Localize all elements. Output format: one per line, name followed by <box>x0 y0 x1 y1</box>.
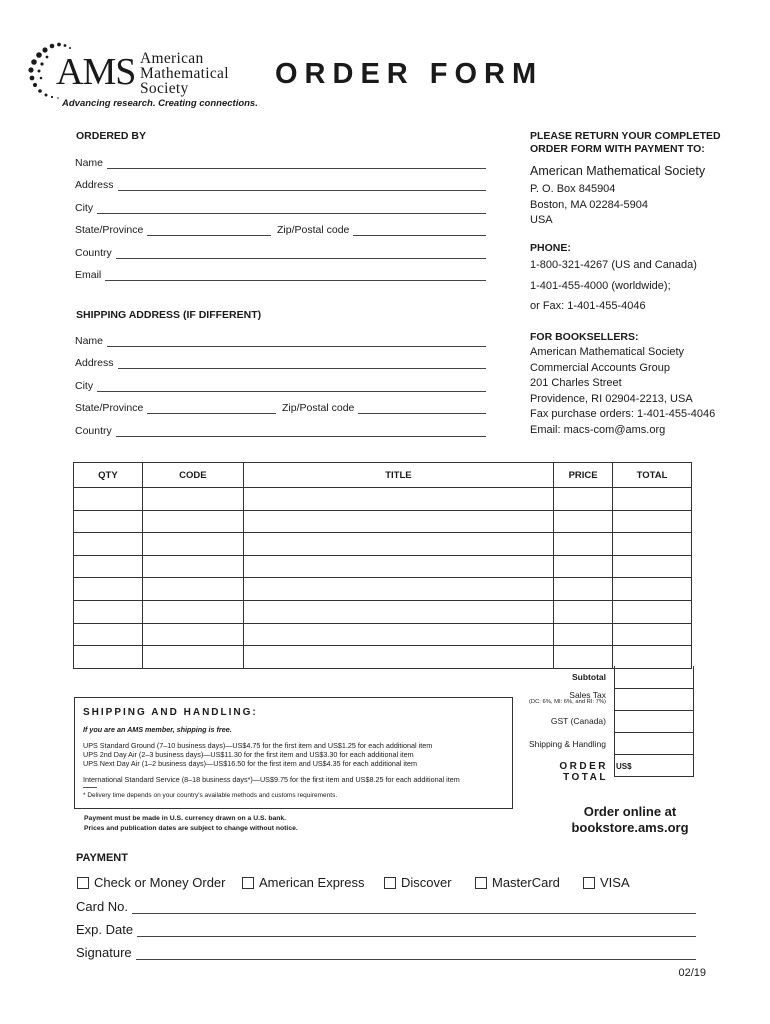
payment-option-label: Discover <box>401 875 452 890</box>
code-cell[interactable] <box>142 623 243 646</box>
qty-cell[interactable] <box>74 533 143 556</box>
qty-cell[interactable] <box>74 510 143 533</box>
prices-note: Prices and publication dates are subject to change without notice. <box>84 825 298 832</box>
table-row <box>74 533 692 556</box>
qty-cell[interactable] <box>74 646 143 669</box>
field-label: Country <box>75 425 112 437</box>
code-cell[interactable] <box>142 578 243 601</box>
return-org: American Mathematical Society <box>530 164 706 178</box>
table-row <box>74 555 692 578</box>
ups-2day-rate: UPS 2nd Day Air (2–3 business days)—US$11.30 for the first item and US$3.30 for each additional item <box>83 750 414 759</box>
price-cell[interactable] <box>554 646 613 669</box>
total-cell[interactable] <box>613 600 692 623</box>
total-cell[interactable] <box>613 623 692 646</box>
payment-option-label: Check or Money Order <box>94 875 226 890</box>
society-name-line: Society <box>140 80 189 97</box>
return-address <box>530 182 648 229</box>
title-cell[interactable] <box>243 600 553 623</box>
column-header-total: TOTAL <box>613 463 692 488</box>
field-label: Signature <box>76 945 132 960</box>
price-cell[interactable] <box>554 488 613 511</box>
field-label: Card No. <box>76 899 129 914</box>
checkbox-icon[interactable] <box>475 877 487 889</box>
bookstore-link[interactable]: bookstore.ams.org <box>571 820 689 835</box>
shipping-address-field[interactable] <box>75 355 486 369</box>
payment-option-check[interactable] <box>77 875 226 890</box>
table-row <box>74 623 692 646</box>
shipping-handling-title: SHIPPING AND HANDLING: <box>83 707 258 718</box>
field-label: State/Province <box>75 402 144 414</box>
page-title: ORDER FORM <box>275 58 544 90</box>
field-label: Exp. Date <box>76 922 134 937</box>
price-cell[interactable] <box>554 510 613 533</box>
society-name-line: Mathematical <box>140 65 229 82</box>
international-rate: International Standard Service (8–18 business days*)—US$9.75 for the first item and US$8.25 for each additional item <box>83 775 460 784</box>
title-cell[interactable] <box>243 533 553 556</box>
field-label: Address <box>75 179 114 191</box>
field-label: Address <box>75 357 114 369</box>
payment-option-amex[interactable] <box>242 875 364 890</box>
phone-2: 1-401-455-4000 (worldwide); <box>530 280 671 292</box>
table-header-row <box>74 463 692 488</box>
bookseller-line: American Mathematical Society <box>530 346 685 358</box>
address-line: Boston, MA 02284-5904 <box>530 198 649 211</box>
order-items-table <box>73 462 692 669</box>
shipping-handling-box <box>74 697 513 809</box>
ups-ground-rate: UPS Standard Ground (7–10 business days)—US$4.75 for the first item and US$1.25 for each additional item <box>83 741 433 750</box>
ups-next-day-rate: UPS Next Day Air (1–2 business days)—US$16.50 for the first item and US$4.35 for each additional item <box>83 759 417 768</box>
ordered-by-heading: ORDERED BY <box>76 130 147 142</box>
title-cell[interactable] <box>243 488 553 511</box>
table-row <box>74 578 692 601</box>
column-header-code: CODE <box>142 463 243 488</box>
shipping-state-field[interactable] <box>75 400 276 414</box>
checkbox-icon[interactable] <box>242 877 254 889</box>
return-heading-line: PLEASE RETURN YOUR COMPLETED <box>530 130 721 142</box>
total-cell[interactable] <box>613 533 692 556</box>
total-cell[interactable] <box>613 510 692 533</box>
phone-1: 1-800-321-4267 (US and Canada) <box>530 259 697 271</box>
field-label: Email <box>75 269 102 281</box>
ordered-email-field[interactable] <box>75 267 486 281</box>
code-cell[interactable] <box>142 600 243 623</box>
table-row <box>74 646 692 669</box>
field-label: Name <box>75 335 104 347</box>
payment-option-label: MasterCard <box>492 875 560 890</box>
order-total-label: ORDER TOTAL <box>559 761 608 783</box>
field-label: Name <box>75 157 104 169</box>
column-header-qty: QTY <box>74 463 143 488</box>
payment-heading: PAYMENT <box>76 852 128 864</box>
price-cell[interactable] <box>554 623 613 646</box>
table-row <box>74 600 692 623</box>
subtotal-label: Subtotal <box>572 672 606 682</box>
card-number-field[interactable] <box>76 898 696 914</box>
sales-tax-label: Sales Tax <box>569 690 606 700</box>
table-row <box>74 510 692 533</box>
delivery-note: * Delivery time depends on your country's available methods and customs requirements. <box>83 792 338 799</box>
expiration-date-field[interactable] <box>76 921 696 937</box>
tagline: Advancing research. Creating connections. <box>62 98 258 109</box>
ordered-country-field[interactable] <box>75 245 486 259</box>
summary-box <box>614 666 694 777</box>
payment-option-discover[interactable] <box>384 875 452 890</box>
field-label: City <box>75 380 94 392</box>
divider <box>83 787 97 788</box>
payment-option-label: American Express <box>259 875 365 890</box>
ordered-state-field[interactable] <box>75 222 271 236</box>
signature-field[interactable] <box>76 944 696 960</box>
qty-cell[interactable] <box>74 578 143 601</box>
fax: or Fax: 1-401-455-4046 <box>530 300 646 312</box>
booksellers-info <box>530 345 715 438</box>
code-cell[interactable] <box>142 533 243 556</box>
total-cell[interactable] <box>613 578 692 601</box>
title-cell[interactable] <box>243 510 553 533</box>
shipping-country-field[interactable] <box>75 423 486 437</box>
bookseller-line: 201 Charles Street <box>530 377 622 389</box>
total-cell[interactable] <box>613 555 692 578</box>
column-header-price: PRICE <box>554 463 613 488</box>
field-label: Zip/Postal code <box>282 402 355 414</box>
form-date-code: 02/19 <box>678 967 706 979</box>
society-name <box>140 51 229 96</box>
field-label: Zip/Postal code <box>277 224 350 236</box>
society-name-line: American <box>140 50 204 67</box>
bookseller-line: Fax purchase orders: 1-401-455-4046 <box>530 408 716 420</box>
total-cell[interactable] <box>613 646 692 669</box>
shipping-zip-field[interactable] <box>282 400 486 414</box>
code-cell[interactable] <box>142 510 243 533</box>
shipping-city-field[interactable] <box>75 378 486 392</box>
field-label: Country <box>75 247 112 259</box>
payment-option-mastercard[interactable] <box>475 875 560 890</box>
checkbox-icon[interactable] <box>77 877 89 889</box>
payment-option-label: VISA <box>600 875 630 890</box>
gst-label: GST (Canada) <box>550 716 606 726</box>
phone-heading: PHONE: <box>530 242 571 254</box>
code-cell[interactable] <box>142 646 243 669</box>
price-cell[interactable] <box>554 533 613 556</box>
bookseller-line: Commercial Accounts Group <box>530 361 670 374</box>
price-cell[interactable] <box>554 578 613 601</box>
address-line: P. O. Box 845904 <box>530 183 616 195</box>
ordered-city-field[interactable] <box>75 200 486 214</box>
address-line: USA <box>530 214 553 226</box>
qty-cell[interactable] <box>74 488 143 511</box>
currency-note: Payment must be made in U.S. currency drawn on a U.S. bank. <box>84 815 287 822</box>
title-cell[interactable] <box>243 623 553 646</box>
shipping-handling-label: Shipping & Handling <box>528 739 606 749</box>
qty-cell[interactable] <box>74 623 143 646</box>
field-label: City <box>75 202 94 214</box>
shipping-address-heading: SHIPPING ADDRESS (IF DIFFERENT) <box>76 309 262 321</box>
ordered-address-field[interactable] <box>75 177 486 191</box>
field-label: State/Province <box>75 224 144 236</box>
ams-logo-letters: AMS <box>56 51 136 93</box>
code-cell[interactable] <box>142 555 243 578</box>
bookseller-line: Providence, RI 02904-2213, USA <box>530 392 693 405</box>
price-cell[interactable] <box>554 555 613 578</box>
ams-member-note: If you are an AMS member, shipping is free. <box>83 725 232 734</box>
checkbox-icon[interactable] <box>583 877 595 889</box>
qty-cell[interactable] <box>74 555 143 578</box>
title-cell[interactable] <box>243 555 553 578</box>
return-heading-line: ORDER FORM WITH PAYMENT TO: <box>530 143 705 155</box>
order-online-label: Order online at <box>583 804 677 819</box>
title-cell[interactable] <box>243 578 553 601</box>
column-header-title: TITLE <box>243 463 553 488</box>
booksellers-heading: FOR BOOKSELLERS: <box>530 331 639 343</box>
qty-cell[interactable] <box>74 600 143 623</box>
table-row <box>74 488 692 511</box>
bookseller-line: Email: macs-com@ams.org <box>530 423 666 436</box>
payment-option-visa[interactable] <box>583 875 630 890</box>
title-cell[interactable] <box>243 646 553 669</box>
shipping-name-field[interactable] <box>75 333 486 347</box>
checkbox-icon[interactable] <box>384 877 396 889</box>
code-cell[interactable] <box>142 488 243 511</box>
price-cell[interactable] <box>554 600 613 623</box>
total-cell[interactable] <box>613 488 692 511</box>
ordered-name-field[interactable] <box>75 155 486 169</box>
return-heading <box>530 130 721 156</box>
sales-tax-note: (DC: 6%, MI: 6%, and RI: 7%) <box>529 699 606 705</box>
currency-prefix: US$ <box>616 762 632 771</box>
ordered-zip-field[interactable] <box>277 222 486 236</box>
